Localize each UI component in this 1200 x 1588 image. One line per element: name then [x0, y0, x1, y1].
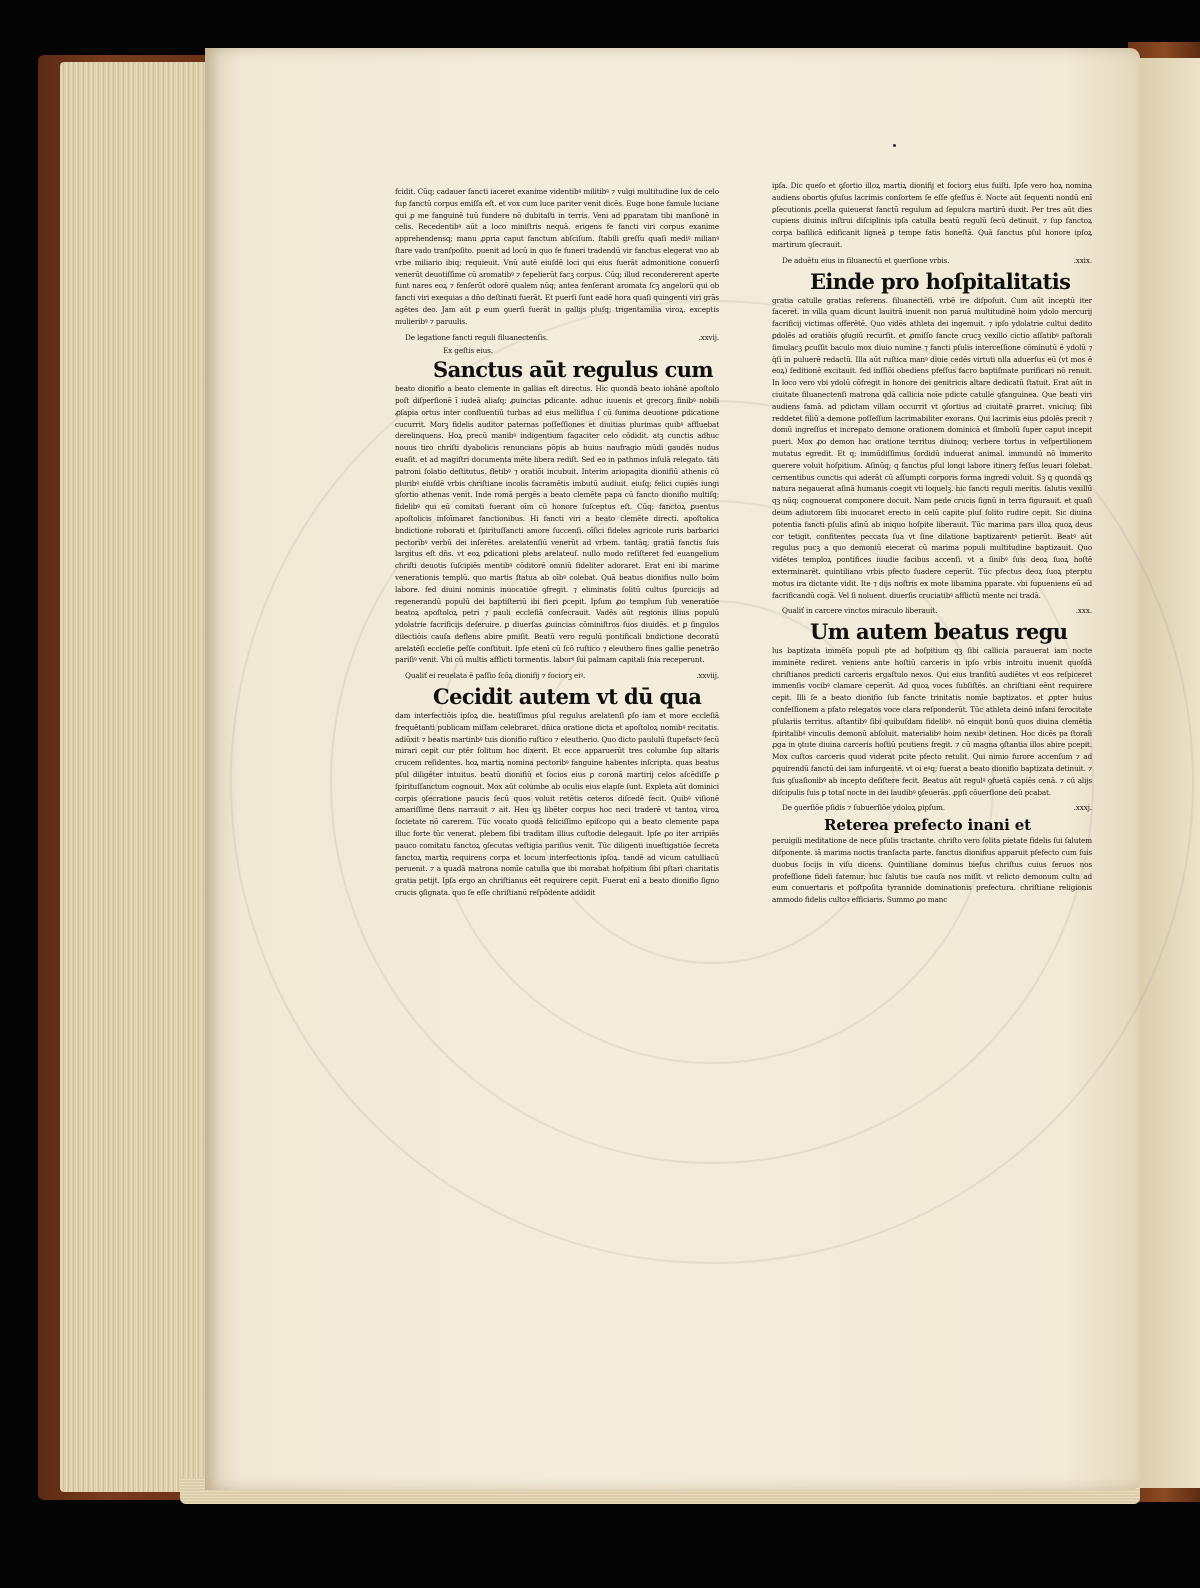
page-edges-fore	[60, 62, 220, 1492]
paragraph: dam interfectiōis ipſoꝝ die. beatiſſimus pſul regulus arelatenſi ꝑſo iam et more eccleſiā frequētanti publicam miſſam celebraret. dn̄ica oratione dicta et apoſtoloꝝ nomibꝰ recitatis. adiūxit ⁊ beatis martinbꝰ tuis dionifio ruſtico ⁊ eleutherio. Quo dicto paululū ſtupefactꝰ ſecū mirari cepit cur ptēr ſolitum hoc dixerit. Et ecce apparuerūt tres columbe ſup altaris crucem reſidentes. hoꝝ martiꝝ nomina pectoribꝰ fanguine habentes inſcripta. quas beatus pſul diligēter intuitus. beatū dionifiū et ſocios eius ꝑ coronā martirij celos aſcēdiſſe ꝑ ſpirituſſanctum cognouit. Mox aūt columbe ab oculis eius elapſe ſunt. Expleta aūt dominici corpis ꝯſecratione paucis ſecū quos voluit retētis ceteros diſcedē fecit. Quibꝰ viſionē amariſſime flens narrauit ⁊ ait. Heu qꝫ libēter corpus hoc neci traderē vt tantoꝝ viroꝝ ſocietate nō carerem. Tūc vocato quodā feliciſſimo epiſcopo qui a beato clemente papa illuc forte tūc venerat. plebem ſibi traditam illius cuſtodie delegauit. Ipſe ꝓo iter arripiēs pauco comitatu fanctoꝝ ꝯſecutas veſtigia pariſius venit. Tūc diligenti inueſtigatiōe ſecreta fanctoꝝ martiꝝ requirens corpa et locum interfectionis ipſoꝝ. tandē ad vicum catulliacū peruenit. ⁊ a quadā matrona nomīe catulla que ibi morabat hoſpitium ſibi pſtari charitatis gratia petijt. Ipſa ergo an chriſtianus eēt requirere cepit. Fuerat enī a beato dionifio ſigno crucis ꝯſignata. quo ſe eſſe chriſtianū reſpōdente addidit	[395, 711, 719, 898]
chapter-number: .xxix.	[1073, 255, 1092, 265]
chapter-opening-line: Sanctus aūt regulus cum	[433, 357, 714, 383]
chapter-rubric	[405, 670, 719, 682]
chapter-rubric	[782, 802, 1092, 814]
paragraph: peruigili meditatione de nece pſulis tractante. chriſto vero ſolita pietate fidelis ſui ſalutem diſponente. iā marima noctis tranſacta parte. fanctus dionifius apparuit pſefecto cum ſuis duobus ſocijs in viſu dicens. Quintiliane dominus bieſus chriſtus cuius ſeruos nos profeſſione fideli fatemur. huc ſalutis tue cauſa nos miſit. vt relicto demonum cultu ad eum conuertaris et poſtpoſita tyrannide dominationis prefectura. chriſtiane religionis ammodo fidelis cultoꝛ efficiaris. Summo ꝓo manc	[772, 836, 1092, 905]
rubric-title: De aduētu eius in filuanectū et ꝯuerſione vrbis.	[782, 255, 950, 265]
chapter-number: .xxxj.	[1073, 803, 1092, 813]
chapter-rubric	[405, 332, 719, 344]
left-text-column	[395, 186, 719, 899]
chapter-number: .xxviij.	[696, 671, 719, 681]
paragraph: ipſa. Dic queſo et ꝯſortio illoꝝ martiꝝ dionifij et fociorꝫ eius fuiſti. Ipſe vero hoꝝ nomina audiens obortis ꝯfuſus lacrimis conſortem ſe eſſe ꝯfeſſus ē. Nocte aūt ſequenti nondū enī ꝑſecutionis ꝓcella quieuerat fanctū regulum ad ſepulcra martirū duxit. Per tres aūt dies cupiens diuinis inſtrui diſciplinis ipſa catulla beatū regulū ſecū detinuit. ⁊ ſup fanctoꝝ corpa baſilicā edificanit ligneā ꝑ tempe fatis honeſtā. Quā fanctus pſul honore ipſoꝝ martirum ꝯſecrauit.	[772, 181, 1092, 249]
rubric-title: Qualiť in carcere vinctos miraculo liberauit.	[782, 606, 938, 616]
chapter-opening-line: Einde pro hoſpitalitatis	[810, 268, 1071, 294]
chapter-opening-line: Um autem beatus regu	[810, 619, 1068, 645]
chapter-number: .xxvij.	[698, 332, 719, 342]
paragraph: fcidit. Cūq; cadauer fancti iaceret exanime videntibꝰ militibꝰ ⁊ vulgi multitudine lux de celo fup fanctū corpus emiſſa eſt. et vox cum luce pariter venit dicēs. Euge bone famule luciane qui ꝓ me fanguinē tuū fundere nō dubitaſti in terris. Veni ad ꝑparatam tibi manſionē in celis. Recedentibꝰ aūt a loco miniſtris nequā. erigens fe fancti viri corpus exanime apprehendensq; manu ꝓpria caput fanctum abſciſum. ſtabili greſſu quaſi mediꝰ milianꝰ ſtare vado tranſpoſito. puenit ad locū in quo fe funeri tradendū vir fanctus elegerat vno ab vrbe miliario ibiq; requieuit. Vnū autē eiuſdē loci qui eius fuerāt admonitione conuerſi venerūt deuotiſſime cū aromatibꝰ ⁊ fepelierūt facꝫ corpus. Cūq; illud recondererent aperte funt nares eoꝝ ⁊ fenſerūt odorē qualem nūq; antea fenſerant aromata ſcꝫ angelorū qui ob fancti viri exequias a dn̄o deſtinati fuerāt. Et puerſi ſunt eadē hora quaſi quingenti viri grās agētes deo. Jam aūt ꝑ eum ꝯuerſi fuerāt in gallijs pluſq; trigentamilia viroꝝ. exceptis mulieribꝰ ⁊ paruulis.	[395, 187, 719, 326]
rubric-subtitle: Ex geſtis eius.	[443, 346, 493, 356]
chapter-number: .xxx.	[1075, 606, 1092, 616]
chapter-opening-line: Cecidit autem vt dū qua	[433, 684, 702, 710]
rubric-title: De ꝯuerſiōe pſidis ⁊ ſubuerſiōe ydoloꝝ ꝑipſum.	[782, 803, 945, 813]
chapter-rubric	[782, 255, 1092, 267]
chapter-opening-line: Reterea prefecto inani et	[824, 816, 1031, 835]
paragraph: beato dionifio a beato clemente in gallias eſt directus. Hic quondā beato iohānē apoſtolo poſt diſperſionē ī iudeā aliaſq; ꝓuincias ꝑdicante. adhuc iuuenis et grecorꝫ finibꝰ nobili ꝓſapia ortus inter confluentiū turbas ad eius melliflua ſ cū ſumma deuotione ꝑdicatione cucurrit. Morꝫ fidelis auditor paternas poſſeſſiones et diuitias plurimas quibꝰ affluebat derelinquens. Hoꝝ precū manibꝰ indigentium fagaciter celo cōdidit. atꝫ cunctis adhuc nouus tiro chriſti dyabolicis renuncians pōpis ab huius naufragio mūdi gaudēs nudus euaſit. et ad magiſtri documenta mēte libera rediſt. Sed eo in pathmos inſulā relegato. tāti patroni ſolatio deſtitutus. fletibꝰ ⁊ oratiōi incubuit. Interim ariopagita dionifiū athenis cū pluribꝰ eiuſdē vrbis chriſtiane incolis facramētis imbutū audiuit. eiuſq; felici cupiēs iungi ꝯſortio athenas venit. Inde romā pergēs a beato clemēte papa cū fancto dionifio multiſq; fidelibꝰ qui eū comitati fuerant oīm cū honore ſuſceptus eſt. Cūq; fanctoꝝ ꝑuentus apoſtolicis infoīmaret fanctionibus. Hi fancti viri a beato clemēte directi. apoſtolica bndictione roborati et ſpirituſſancti amore ſuccenſi. oīſici fideles agricole ruris barbarici pectoribꝰ verbū dei inſerētes. arelatenſiū venerūt ad vrbem. tantāq; gratiā fanctis ſuis largitus eſt dn̄s. vt eoꝝ ꝑdicationi plebs arelateuſ. nullo modo reſiſteret fed euangelium chriſti deuotis ſuſcipiēs mentibꝰ cōditorē omniū fideliter adoraret. Erat eni ibi marime venerationis templū. quo martis ſtatua ab oībꝰ colebat. Quā beatus dionifius nullo boīm labore. fed diuini nominis inuocatiōe ꝯfregit. ⁊ eliminatis ſolitū cultus ſpurcicijs ad regenerandū populū dei baptiſteriū ibi fieri ꝑcepit. Ipſum ꝓo templum ſub veneratiōe beatoꝝ apoſtoloꝝ petri ⁊ pauli eccleſiā conſecrauit. Vadēs aūt regionis illius populū ydolatrie facrificijs deſeruire. ꝑ diuerſas ꝓuincias cōminiſtros ſuos diuidēs. et ꝑ ſingulos dilectiōis cauſa deflens abire pmiſit. Beatū vero regulū pontificali bndictione decoratū arelatēſi eccleſie ꝑeſſe conſtituit. Ipſe etenī cū ſcō ruſtico ⁊ eleuthero fines gallie penetrāo pariſiꝰ venit. Vbi cū multis afflicti tormentis. laborꝰ ſui palmam capitali ſnia receperunt.	[395, 384, 719, 665]
paragraph: gratia catulle gratias referens. filuanectēſi. vrbē ire diſpoſuit. Cum aūt inceptū iter faceret. in villa quam dicunt lauitrā inuenit non paruā multitudinē hoim ydolo mercurij facrificij victimas offerētē. Quo vidēs athleta dei ingemuit. ⁊ ipſo ydolatrie cultui dedito ꝑdolēs ad oratiōis ꝯfugiū recurſit. et ꝓmiſſo fancte crucꝫ vexillo cictio aſſatibꝰ paſtorali ſimulacꝫ ꝑcuſſit baculo mox diuio numine ⁊ fancti pſulis interceſſione cōminutū ē ydolū ⁊ q̄ſi in puluerē redactū. Illa aūt ruſtica manꝰ diuie cedēs virtuti nlla aduerſus eū (vt mos ē eoꝝ) ſeditionē excitauit. ſed inſſiōi obediens pfeſſus facro baptiſmate purificari nō renuit. In loco vero vbi ydolū cōfregit in honore dei genitricis altare dedicatū ſtatuit. Erat aūt in ciuitate filuanectenſi matrona qdā callicia noīe pdicte catulle ꝯfanguinea. Que beati viri audiens famā. ad pdictam villam occurrit vt ꝯſortius ad ciuitatē ꝑrarret. vniciuq; ſibi reddetet filiū a demone poſſeſſum lacrimabiliter exorans. Qui lacrimis eius ꝑdolēs precit ⁊ domū ingreſſus et increpato demone orationem dominicā et ſimbolū ſuper caput incepit pueri. Mox ꝓo demon hac oratione territus diuinoq; verbere tortus in veſpertilionem mutatus egredit. Et q; immūdiſſimus ſordidū induerat animal. immundū nō immerito querere voluit hoſpitium. Aſinūq; q fanctus pſul longi labore itinerꝫ feſſus leuari ſolebat. cernentibus cunctis qui aderāt cū aſſumpti corporis forma ingredi voluit. Sꝫ q quondā qꝫ natura negauerat aſinā humanis coegit vti loquelꝫ. hic fancti reguli meritis. ſalutis vexillū qꝫ nūq; cognouerat componere docuit. Nam pede crucis ſignū in terra figurauit. et quaſi deum adiutorem ſibi inuocaret erecto in celū capite pluſ ſolito rudire cepit. Sic diuina potentia fancti pſulis aſinū ab iniquo hoſpite liberauit. Tūc marima pars illoꝝ quoꝝ deus cor tetigit. confitentes peccata ſua vt ſine dilatione baptizarentꝰ petierūt. Beatꝰ aūt regulus pucꝫ a quo demoniū eiecerat cū marima populi multitudine baptizauit. Quo vidētes temploꝝ pontifices iuudie facibus accenſi. vt a ſinibꝰ ſuis deoꝝ ſuoꝝ hoſtē exterminarēt. quintiliano vrbis pfecto ſuadere ceperūt. Tūc pfectus deoꝝ ſuoꝝ pterptu motus ira dictante vidit. Ite ⁊ dijs noſtris ex mote libamina pparate. vbi ſupueniens eū ad facrificandū cogā. Vel ſi noluent. diuerſis cruciatibꝰ afflictū mente nci tradā.	[772, 295, 1092, 600]
right-text-column	[772, 180, 1092, 906]
ink-speck	[893, 144, 896, 147]
chapter-rubric	[782, 605, 1092, 617]
rubric-title: De legatione fancti reguli filuanectenſis.	[405, 332, 549, 342]
adjacent-book-page	[1132, 58, 1200, 1488]
rubric-title: Qualiť ei reuelata ē paſſio ſcōꝝ dionifij ⁊ fociorꝫ eiꝰ.	[405, 671, 586, 681]
paragraph: lus baptizata immēſa populi pte ad hoſpitium qꝫ ſibi callicia parauerat iam nocte imminēte rediret. veniens ante hoſtiū carceris in ipſo vrbis introitu inuenit quoſdā chriſtianos predicti carceris ergaſtulo nexos. Qui eius tranſitū audiētes vt eos reſpiceret immenſis vocibꝰ clamare ceperūt. Ad quoꝝ voces ſubſiſtēs. an chriſtiani eēnt requirere cepit. Illi ſe a beato dionifio ſub fancte trinitatis nomīe baptizatos. et ꝓpter huius confeſſionem a pfato relegatos voce clara reſponderūt. Tūc athleta deinō infani ferocitate pſulariis territus. aſtantibꝰ ſibi quibuſdam fidelibꝰ. nō einquit bonū quos diuina clemētia ſpiritalibꝰ vinculis demonū abſoluit. materialibꝰ hoim nexibꝰ detinen. Hoc dicēs pa ſtorali ꝓga in ꝯtute diuina carceris hoſtiū pcutiens fregit. ⁊ cū magna ꝯſtantia illos abire pcepit. Mox cuſtos carceris quod viderat pcite pfecto retulit. Qui nimio furore accenſum ⁊ ad ꝑquirendū fanctū dei iam infurgentē. vt oi eꝰq; fuerat a beato dionifio baptizata detinuit. ⁊ ſuis ꝯſuaſionibꝰ ab incepto deſiſtere fecit. Beatus aūt regulꝰ ꝯfuetā capiēs cenā. ⁊ cū alijs diſcipulis ſuis ꝑ totaſ nocte in dei laudibꝰ ꝯſeuerās. ꝓpſi cōuerſione deū pcabat.	[772, 646, 1092, 797]
